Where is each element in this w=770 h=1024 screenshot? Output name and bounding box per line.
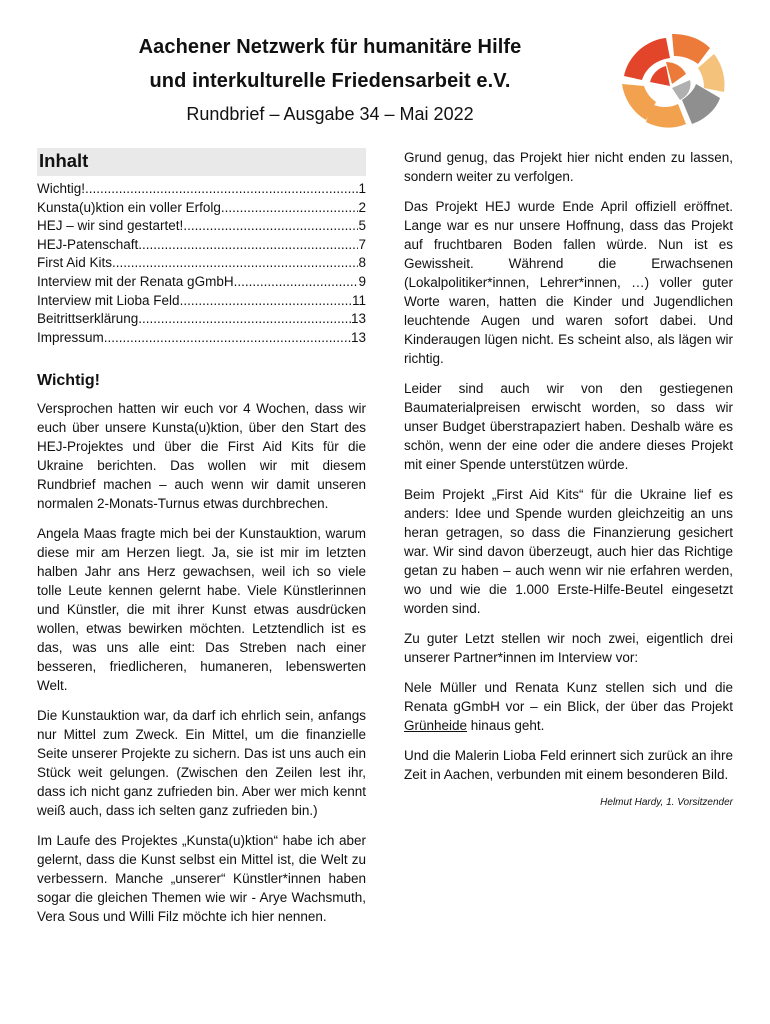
logo-segment-3 [698,54,725,92]
toc-item-label: Impressum [37,329,104,345]
toc-item-label: HEJ – wir sind gestartet! [37,218,184,234]
toc-item-label: Beitrittserklärung [37,311,139,327]
toc-leader-dots [183,217,358,236]
toc-leader-dots [138,310,351,329]
toc-item[interactable] [37,292,366,311]
toc-item-page: 9 [358,273,366,289]
logo-segment-7 [666,62,686,84]
toc-item-label: Interview mit Lioba Feld [37,292,180,308]
toc-item[interactable] [37,217,366,236]
logo-segment-5 [646,104,686,128]
section-heading: Wichtig! [37,372,100,390]
toc-item[interactable] [37,310,366,329]
paragraph: Im Laufe des Projektes „Kunsta(u)ktion“ habe ich aber gelernt, dass die Kunst selbst ein Mittel ist, die Welt zu verbessern. Manche „unserer“ Künstler*innen haben sogar die gleichen Themen wie wir - Arye Wachsmuth, Vera Sous und Willi Filz möchte ich hier nennen. [37,833,366,925]
toc-leader-dots [112,254,358,273]
toc-item-page: 13 [350,329,366,345]
left-column [37,148,366,937]
toc-item-page: 8 [358,255,366,271]
paragraph: Grund genug, das Projekt hier nicht enden zu lassen, sondern weiter zu verfolgen. [404,150,733,184]
toc-leader-dots [138,236,358,255]
toc-heading: Inhalt [37,148,366,176]
toc-item-page: 11 [351,292,366,308]
gruenheide-link[interactable]: Grünheide [404,718,468,733]
toc-item[interactable] [37,329,366,348]
newsletter-subtitle: Rundbrief – Ausgabe 34 – Mai 2022 [186,104,474,124]
toc-item-label: Wichtig! [37,181,86,196]
toc-leader-dots [234,273,359,292]
toc-item-page: 7 [358,236,366,252]
signature: Helmut Hardy, 1. Vorsitzender [600,797,733,808]
toc-item-page: 13 [350,311,366,327]
toc-item-page: 1 [358,181,366,196]
paragraph-nele [404,678,733,735]
title-line-1: Aachener Netzwerk für humanitäre Hilfe [138,36,522,58]
association-logo [616,28,728,130]
toc-item[interactable] [37,199,366,218]
toc-item-label: First Aid Kits [37,255,113,271]
paragraph: Angela Maas fragte mich bei der Kunstauktion, warum diese mir am Herzen liegt. Ja, sie ist mir im letzten halben Jahr ans Herz gewachsen, weil ich so viele tolle Leute kennen gelernt habe. Viele Künstlerinnen und Künstler, die mit ihrer Kunst etwas ausdrücken wollen, etwas bewirken möchten. Letztendlich ist es das, was uns alle eint: Das Streben nach einer besseren, friedlicheren, humaneren, lebenswerten Welt. [37,526,366,694]
paragraph: Beim Projekt „First Aid Kits“ für die Ukraine lief es anders: Idee und Spende wurden gleichzeitig an uns heran getragen, so dass die Finanzierung gesichert war. Wir sind davon überzeugt, auch hier das Richtige getan zu haben – auch wenn wir nie erfahren werden, wo und wie die 1.000 Erste-Hilfe-Beutel eingesetzt worden sind. [404,487,733,616]
paragraph: Die Kunstauktion war, da darf ich ehrlich sein, anfangs nur Mittel zum Zweck. Ein Mittel, um die finanzielle Seite unserer Projekte zu sichern. Das ist uns auch ein Stück weit gelungen. (Zwischen den Zeilen lest ihr, dass ich nicht ganz zufrieden bin. Aber wer mich kennt weiß auch, dass ich selten ganz zufrieden bin.) [37,708,366,819]
toc-leader-dots [104,329,351,348]
toc-item[interactable] [37,254,366,273]
paragraph: Versprochen hatten wir euch vor 4 Wochen, dass wir euch über unsere Kunsta(u)ktion, über den Start des HEJ-Projektes und über die First Aid Kits für die Ukraine berichten. Das wollen wir mit diesem Rundbrief machen – auch wenn wir damit unseren normalen 2-Monats-Turnus etwas durchbrechen. [37,401,366,512]
toc-item-label: HEJ-Patenschaft [37,236,139,252]
toc-leader-dots [180,292,352,311]
title-line-2: und interkulturelle Friedensarbeit e.V. [149,70,511,92]
toc-item-page: 2 [358,199,366,215]
right-column [404,148,733,812]
logo-segment-8 [650,66,670,86]
toc-item[interactable] [37,273,366,292]
toc-item-label: Kunsta(u)ktion ein voller Erfolg [37,199,221,215]
paragraph: Leider sind auch wir von den gestiegenen Baumaterialpreisen erwischt worden, so dass wir unser Budget überstrapaziert haben. Deshalb wäre es schön, wenn der eine oder die andere dieses Projekt mit einer Spende unterstützen würde. [404,381,733,472]
toc-leader-dots [85,180,358,199]
paragraph-lioba: Und die Malerin Lioba Feld erinnert sich zurück an ihre Zeit in Aachen, verbunden mit einem besonderen Bild. [404,748,733,782]
text: Nele Müller und Renata Kunz stellen sich und die Renata gGmbH vor – ein Blick, der über das Projekt [404,680,733,714]
logo-segment-2 [672,34,710,64]
toc-leader-dots [221,199,359,218]
text: hinaus geht. [467,718,545,733]
toc-item[interactable] [37,236,366,255]
table-of-contents [37,180,366,347]
paragraph: Zu guter Letzt stellen wir noch zwei, eigentlich drei unserer Partner*innen im Interview vor: [404,631,733,665]
toc-item[interactable] [37,180,366,199]
toc-item-page: 5 [358,218,366,234]
paragraph: Das Projekt HEJ wurde Ende April offiziell eröffnet. Lange war es nur unsere Hoffnung, dass das Projekt auf fruchtbaren Boden fallen würde. Nun ist es Gewissheit. Während die Erwachsenen (Lokalpolitiker*innen, Lehrer*innen, …) voller guter Worte waren, hatten die Kinder und Jugendlichen leuchtende Augen und waren sofort dabei. Und Kinderaugen lügen nicht. Es scheint also, als lägen wir richtig. [404,199,733,366]
toc-item-label: Interview mit der Renata gGmbH [37,273,234,289]
